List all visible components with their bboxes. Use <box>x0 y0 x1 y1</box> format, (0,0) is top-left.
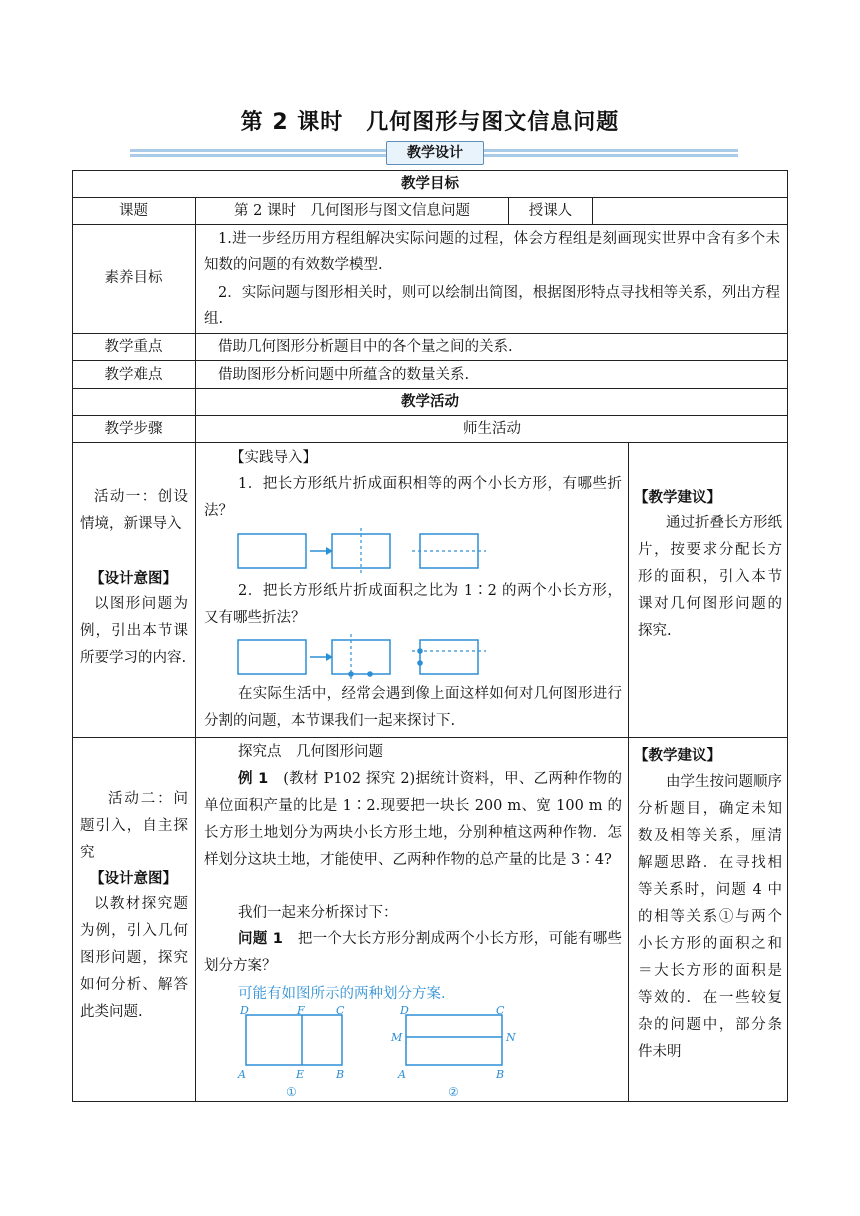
fig1-number: ① <box>286 1085 297 1099</box>
page-title: 第 2 课时 几何图形与图文信息问题 <box>240 110 620 135</box>
example-label: 例 1 <box>238 771 269 787</box>
activity2-suggest-label: 【教学建议】 <box>634 748 721 764</box>
activity2-answer: 可能有如图所示的两种划分方案. <box>238 986 446 1002</box>
literacy-goal-1: 1.进一步经历用方程组解决实际问题的过程，体会方程组是刻画现实世界中含有多个未知数的问题的有效数学模型. <box>204 231 780 273</box>
activity1-suggest-label: 【教学建议】 <box>634 490 721 506</box>
teacher-label: 授课人 <box>528 203 573 219</box>
banner-label: 教学设计 <box>386 141 484 165</box>
activity2-name: 活动二：问题引入，自主探究 <box>80 791 188 861</box>
row-divider <box>72 333 788 334</box>
row-divider <box>72 415 788 416</box>
fig2-label-A: A <box>398 1068 406 1081</box>
activities-header: 师生活动 <box>463 421 521 437</box>
activity2-suggest: 由学生按问题顺序分析题目，确定未知数及相等关系，厘清解题思路．在寻找相等关系时，问题 4 中的相等关系①与两个小长方形的面积之和＝大长方形的面积是等效的．在一些较复杂的问题中，部分条件未明 <box>638 774 782 1060</box>
col-divider <box>628 442 629 1102</box>
question-text: 把一个大长方形分割成两个小长方形，可能有哪些划分方案？ <box>204 931 623 974</box>
literacy-label: 素养目标 <box>104 270 163 286</box>
col-divider <box>592 197 593 224</box>
activity1-heading: 【实践导入】 <box>230 450 317 466</box>
activity2-point: 探究点 几何图形问题 <box>238 744 383 760</box>
activity2-example <box>204 766 622 874</box>
row-divider <box>72 737 788 738</box>
fig1-label-B: B <box>336 1068 345 1081</box>
activity1-intent-label: 【设计意图】 <box>90 571 177 587</box>
fig1-label-F: F <box>297 1004 305 1017</box>
row-divider <box>72 197 788 198</box>
activity2-question <box>204 926 622 980</box>
fig1-label-D: D <box>240 1004 249 1017</box>
steps-header: 教学步骤 <box>104 421 163 437</box>
activity1-q1: 1．把长方形纸片折成面积相等的两个小长方形，有哪些折法？ <box>204 476 622 519</box>
topic-value: 第 2 课时 几何图形与图文信息问题 <box>234 203 470 219</box>
section-banner <box>130 141 738 165</box>
activity1-name: 活动一：创设情境，新课导入 <box>80 489 188 532</box>
activity1-intent: 以图形问题为例，引出本节课所要学习的内容. <box>80 596 188 666</box>
example-text: (教材 P102 探究 2)据统计资料，甲、乙两种作物的单位面积产量的比是 1∶2.现要把一块长 200 m、宽 100 m 的长方形土地划分为两块小长方形土地，分别种植这两种作物．怎样划分这块土地，才能使甲、乙两种作物的总产量的比是 3∶4? <box>204 771 622 868</box>
activity1-summary: 在实际生活中，经常会遇到像上面这样如何对几何图形进行分割的问题，本节课我们一起来探讨下. <box>204 686 622 729</box>
fold-diagram-2 <box>230 634 510 682</box>
difficult-label: 教学难点 <box>104 367 163 383</box>
key-label: 教学重点 <box>104 339 163 355</box>
activity2-intent: 以教材探究题为例，引入几何图形问题，探究如何分析、解答此类问题. <box>80 896 188 1020</box>
fig2-label-N: N <box>506 1031 516 1044</box>
fig2-label-D: D <box>400 1004 409 1017</box>
row-divider <box>72 442 788 443</box>
row-divider <box>72 360 788 361</box>
literacy-goal-2: 2．实际问题与图形相关时，则可以绘制出简图，根据图形特点寻找相等关系，列出方程组. <box>204 285 780 327</box>
col-divider <box>195 197 196 1102</box>
row-divider <box>72 388 788 389</box>
fig2-label-M: M <box>391 1031 403 1044</box>
key-value: 借助几何图形分析题目中的各个量之间的关系. <box>218 339 513 355</box>
section-goals-header: 教学目标 <box>401 176 459 192</box>
fig1-label-C: C <box>336 1004 345 1017</box>
row-divider <box>72 224 788 225</box>
fig2-number: ② <box>448 1085 459 1099</box>
activity1-q2: 2．把长方形纸片折成面积之比为 1∶2 的两个小长方形，又有哪些折法？ <box>204 583 622 626</box>
activity2-lead: 我们一起来分析探讨下： <box>238 905 398 921</box>
question-label: 问题 1 <box>238 931 283 947</box>
section-activities-header: 教学活动 <box>401 394 459 410</box>
difficult-value: 借助图形分析问题中所蕴含的数量关系. <box>218 367 470 383</box>
fig1-label-A: A <box>238 1068 246 1081</box>
topic-label: 课题 <box>119 203 148 219</box>
fig2-label-B: B <box>496 1068 505 1081</box>
fold-diagram-1 <box>230 528 510 576</box>
division-scheme-diagrams <box>230 1002 530 1100</box>
fig1-label-E: E <box>296 1068 305 1081</box>
fig2-label-C: C <box>496 1004 505 1017</box>
activity2-intent-label: 【设计意图】 <box>90 871 177 887</box>
activity1-suggest: 通过折叠长方形纸片，按要求分配长方形的面积，引入本节课对几何图形问题的探究. <box>638 515 782 639</box>
